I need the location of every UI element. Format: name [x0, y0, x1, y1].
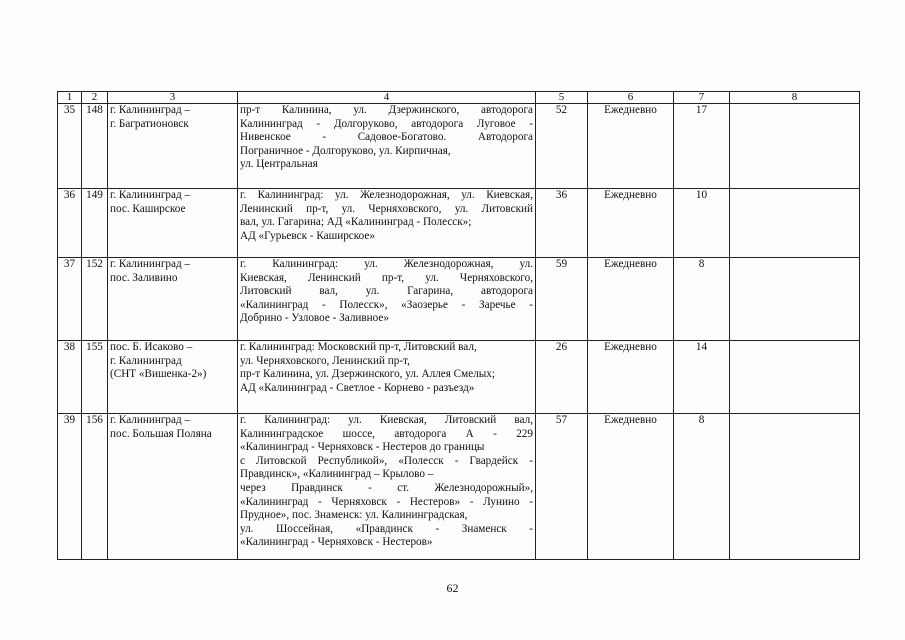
note-cell: [730, 104, 860, 189]
route-number-cell: 156: [82, 414, 108, 560]
route-path-line: АД «Гурьевск - Каширское»: [240, 229, 375, 242]
table-row: [58, 104, 860, 189]
route-path-line: Киевская, Ленинский пр-т, ул. Черняховского,: [240, 271, 533, 284]
column-number: 1: [58, 92, 82, 104]
column-number-row: [58, 92, 860, 104]
route-name-line: г. Багратионовск: [110, 117, 189, 130]
table-row: [58, 414, 860, 560]
trips-cell: 14: [674, 341, 730, 414]
route-path-cell: [238, 189, 536, 258]
note-cell: [730, 341, 860, 414]
table-row: [58, 189, 860, 258]
route-path-cell: [238, 414, 536, 560]
column-number: 8: [730, 92, 860, 104]
trips-cell: 8: [674, 258, 730, 341]
route-name-line: (СНТ «Вишенка-2»): [110, 368, 207, 381]
routes-table: [57, 91, 860, 560]
route-path-line: «Калининград - Черняховск - Нестеров»: [240, 536, 433, 549]
page-number: 62: [446, 581, 459, 595]
route-number-cell: 152: [82, 258, 108, 341]
row-number-cell: 36: [58, 189, 82, 258]
route-path-line: с Литовской Республикой», «Полесск - Гвардейск -: [240, 454, 533, 467]
route-name-line: г. Калининград –: [110, 189, 191, 201]
schedule-cell: Ежедневно: [588, 414, 674, 560]
route-path-line: ул. Черняховского, Ленинский пр-т,: [240, 354, 410, 367]
route-path-line: Прудное», пос. Знаменск: ул. Калининградская,: [240, 509, 468, 522]
route-path-line: Правдинск», «Калининград – Крылово –: [240, 468, 434, 481]
route-length-cell: 57: [536, 414, 588, 560]
route-name-cell: [108, 414, 238, 560]
column-number: 6: [588, 92, 674, 104]
route-path-line: Ленинский пр-т, ул. Черняховского, ул. Литовский: [240, 202, 533, 215]
route-path-cell: [238, 258, 536, 341]
route-name-line: пос. Заливино: [110, 271, 178, 284]
route-name-line: г. Калининград –: [110, 258, 191, 270]
trips-cell: 8: [674, 414, 730, 560]
schedule-cell: Ежедневно: [588, 104, 674, 189]
route-name-line: г. Калининград: [110, 354, 182, 367]
route-name-line: г. Калининград –: [110, 414, 191, 426]
row-number-cell: 39: [58, 414, 82, 560]
route-name-line: пос. Б. Исаково –: [110, 341, 193, 353]
row-number-cell: 38: [58, 341, 82, 414]
route-name-cell: [108, 104, 238, 189]
route-path-line: Литовский вал, ул. Гагарина, автодорога: [240, 285, 533, 298]
column-number: 2: [82, 92, 108, 104]
route-path-line: г. Калининград: ул. Железнодорожная, ул.: [240, 258, 533, 270]
route-path-line: АД «Калининград - Светлое - Корнево - разъезд»: [240, 381, 475, 394]
note-cell: [730, 258, 860, 341]
column-number: 3: [108, 92, 238, 104]
route-path-line: г. Калининград: ул. Железнодорожная, ул. Киевская,: [240, 189, 533, 201]
route-path-line: Добрино - Узловое - Заливное»: [240, 312, 389, 325]
route-number-cell: 148: [82, 104, 108, 189]
note-cell: [730, 414, 860, 560]
route-path-line: через Правдинск - ст. Железнодорожный»,: [240, 481, 533, 494]
route-length-cell: 52: [536, 104, 588, 189]
route-name-line: пос. Каширское: [110, 202, 186, 215]
row-number-cell: 35: [58, 104, 82, 189]
route-path-line: г. Калининград: ул. Киевская, Литовский вал,: [240, 414, 533, 426]
route-length-cell: 26: [536, 341, 588, 414]
route-name-line: г. Калининград –: [110, 104, 191, 116]
trips-cell: 10: [674, 189, 730, 258]
route-name-line: пос. Большая Поляна: [110, 427, 212, 440]
row-number-cell: 37: [58, 258, 82, 341]
route-path-line: вал, ул. Гагарина; АД «Калининград - Полесск»;: [240, 216, 472, 229]
route-path-cell: [238, 104, 536, 189]
column-number: 5: [536, 92, 588, 104]
route-path-line: «Калининград - Черняховск - Нестеров» - Лунино -: [240, 495, 533, 508]
route-length-cell: 59: [536, 258, 588, 341]
route-number-cell: 149: [82, 189, 108, 258]
trips-cell: 17: [674, 104, 730, 189]
column-number: 7: [674, 92, 730, 104]
route-path-line: пр-т Калинина, ул. Дзержинского, автодорога: [240, 104, 533, 116]
route-path-line: ул. Центральная: [240, 158, 318, 171]
schedule-cell: Ежедневно: [588, 341, 674, 414]
route-path-cell: [238, 341, 536, 414]
route-name-cell: [108, 258, 238, 341]
table-row: [58, 341, 860, 414]
route-path-line: г. Калининград: Московский пр-т, Литовский вал,: [240, 341, 477, 353]
schedule-cell: Ежедневно: [588, 189, 674, 258]
route-number-cell: 155: [82, 341, 108, 414]
route-path-line: «Калининград - Полесск», «Заозерье - Заречье -: [240, 298, 533, 311]
route-path-line: Калининград - Долгоруково, автодорога Луговое -: [240, 117, 533, 130]
column-number: 4: [238, 92, 536, 104]
route-path-line: ул. Шоссейная, «Правдинск - Знаменск -: [240, 522, 533, 535]
schedule-cell: Ежедневно: [588, 258, 674, 341]
route-path-line: пр-т Калинина, ул. Дзержинского, ул. Аллея Смелых;: [240, 368, 495, 381]
route-path-line: Нивенское - Садовое-Богатово. Автодорога: [240, 131, 533, 144]
route-path-line: «Калининград - Черняховск - Нестеров до границы: [240, 441, 485, 454]
route-path-line: Калининградское шоссе, автодорога А - 229: [240, 427, 533, 440]
route-name-cell: [108, 189, 238, 258]
route-length-cell: 36: [536, 189, 588, 258]
note-cell: [730, 189, 860, 258]
table-row: [58, 258, 860, 341]
route-path-line: Пограничное - Долгоруково, ул. Кирпичная,: [240, 144, 451, 157]
route-name-cell: [108, 341, 238, 414]
